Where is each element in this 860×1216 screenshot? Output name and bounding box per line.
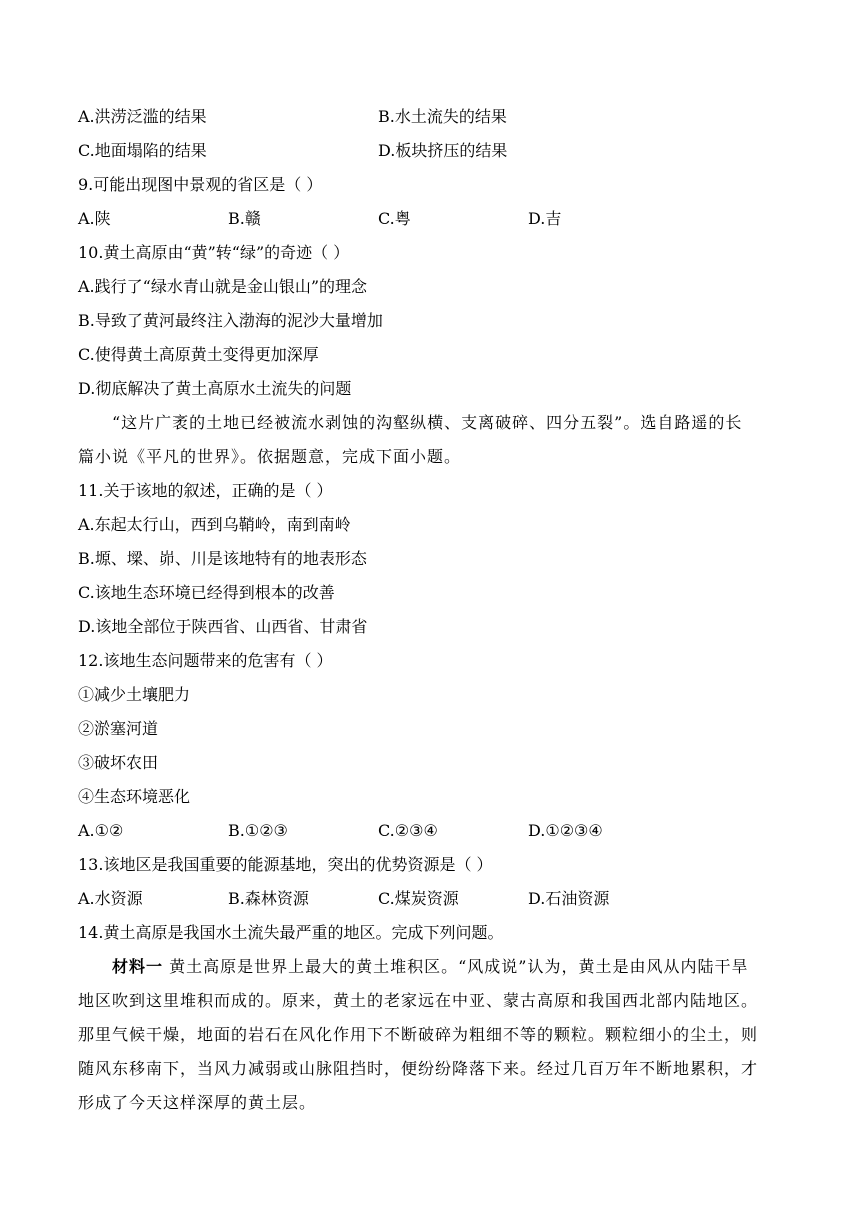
q10-option-a[interactable]: A.践行了“绿水青山就是金山银山”的理念 <box>78 277 368 296</box>
q12-options-row <box>78 814 784 848</box>
q13-stem: 13.该地区是我国重要的能源基地，突出的优势资源是（ ） <box>78 855 493 874</box>
q10-option-b[interactable]: B.导致了黄河最终注入渤海的泥沙大量增加 <box>78 311 383 330</box>
q8-option-a[interactable]: A.洪涝泛滥的结果 <box>78 107 207 126</box>
q9-stem: 9.可能出现图中景观的省区是（ ） <box>78 175 323 194</box>
material-text-1: 黄土高原是世界上最大的黄土堆积区。“风成说”认为，黄土是由风从内陆干旱 <box>169 957 749 976</box>
q9-option-a[interactable]: A.陕 <box>78 209 111 228</box>
q11-option-a[interactable]: A.东起太行山，西到乌鞘岭，南到南岭 <box>78 515 351 534</box>
q13-option-a[interactable]: A.水资源 <box>78 889 143 908</box>
q8-options-row-1 <box>78 100 784 134</box>
q10-stem: 10.黄土高原由“黄”转“绿”的奇迹（ ） <box>78 243 350 262</box>
q12-stem: 12.该地生态问题带来的危害有（ ） <box>78 651 333 670</box>
q11-stem: 11.关于该地的叙述，正确的是（ ） <box>78 481 333 500</box>
passage-line-1: “这片广袤的土地已经被流水剥蚀的沟壑纵横、支离破碎、四分五裂”。选自路遥的长 <box>112 413 743 432</box>
q12-item-3: ③破坏农田 <box>78 753 159 772</box>
q8-option-d[interactable]: D.板块挤压的结果 <box>378 141 508 160</box>
q12-option-c[interactable]: C.②③④ <box>378 821 438 840</box>
material-label: 材料一 <box>112 957 164 976</box>
q8-options-row-2 <box>78 134 784 168</box>
material-line-2: 地区吹到这里堆积而成的。原来，黄土的老家远在中亚、蒙古高原和我国西北部内陆地区。 <box>78 991 759 1010</box>
q12-item-4: ④生态环境恶化 <box>78 787 191 806</box>
q13-options-row <box>78 882 784 916</box>
q13-option-c[interactable]: C.煤炭资源 <box>378 889 459 908</box>
q9-option-c[interactable]: C.粤 <box>378 209 411 228</box>
q8-option-c[interactable]: C.地面塌陷的结果 <box>78 141 207 160</box>
material-line-5: 形成了今天这样深厚的黄土层。 <box>78 1093 317 1112</box>
q13-option-b[interactable]: B.森林资源 <box>228 889 309 908</box>
q9-option-b[interactable]: B.赣 <box>228 209 261 228</box>
q11-option-c[interactable]: C.该地生态环境已经得到根本的改善 <box>78 583 335 602</box>
q12-item-2: ②淤塞河道 <box>78 719 159 738</box>
exam-page <box>78 100 784 1120</box>
q14-stem: 14.黄土高原是我国水土流失最严重的地区。完成下列问题。 <box>78 923 504 942</box>
q11-option-d[interactable]: D.该地全部位于陕西省、山西省、甘肃省 <box>78 617 368 636</box>
q8-option-b[interactable]: B.水土流失的结果 <box>378 107 507 126</box>
q12-option-d[interactable]: D.①②③④ <box>528 821 603 840</box>
q13-option-d[interactable]: D.石油资源 <box>528 889 610 908</box>
material-line-4: 随风东移南下，当风力减弱或山脉阻挡时，便纷纷降落下来。经过几百万年不断地累积，才 <box>78 1059 759 1078</box>
q10-option-d[interactable]: D.彻底解决了黄土高原水土流失的问题 <box>78 379 352 398</box>
q12-option-a[interactable]: A.①② <box>78 821 124 840</box>
q11-option-b[interactable]: B.塬、墚、峁、川是该地特有的地表形态 <box>78 549 367 568</box>
q12-item-1: ①减少土壤肥力 <box>78 685 191 704</box>
q9-option-d[interactable]: D.吉 <box>528 209 562 228</box>
q12-option-b[interactable]: B.①②③ <box>228 821 288 840</box>
passage-line-2: 篇小说《平凡的世界》。依据题意，完成下面小题。 <box>78 447 462 466</box>
material-line-3: 那里气候干燥，地面的岩石在风化作用下不断破碎为粗细不等的颗粒。颗粒细小的尘土，则 <box>78 1025 759 1044</box>
material-line-1 <box>78 950 784 984</box>
q10-option-c[interactable]: C.使得黄土高原黄土变得更加深厚 <box>78 345 319 364</box>
q9-options-row <box>78 202 784 236</box>
